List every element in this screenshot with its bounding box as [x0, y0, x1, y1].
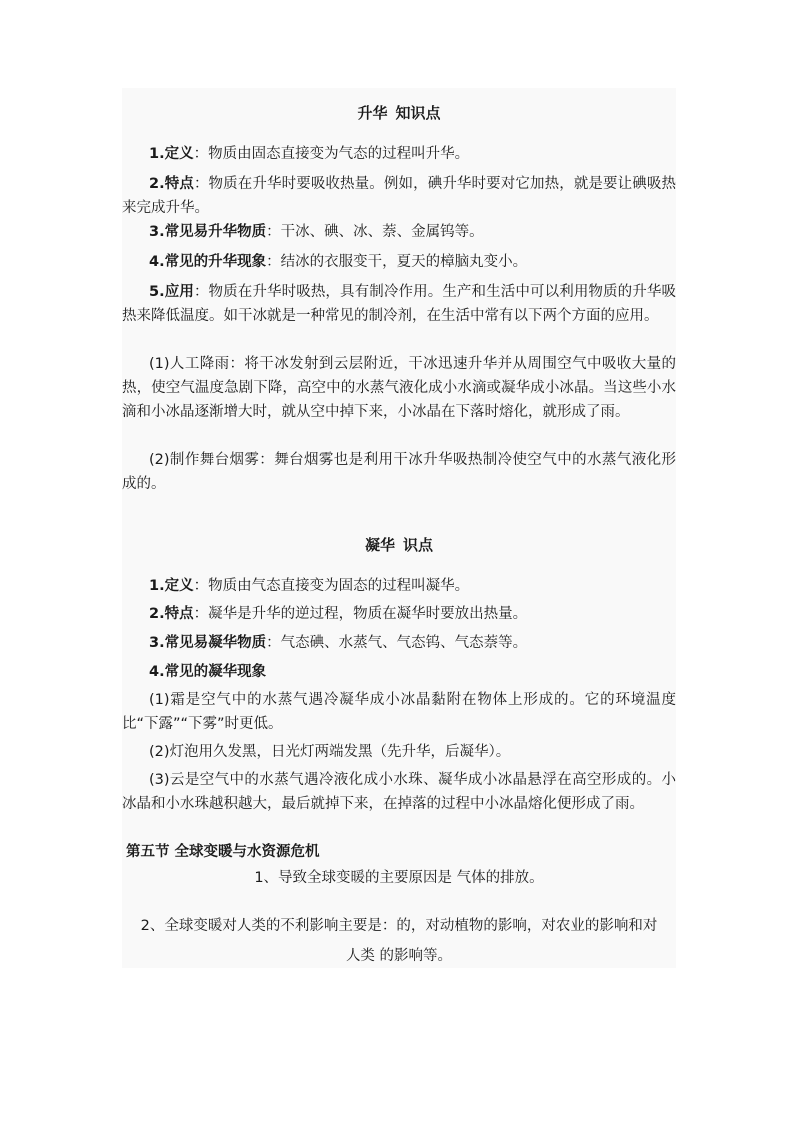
phenomena-label: 4.常见的凝华现象	[149, 664, 267, 680]
phenomena-text: ：结冰的衣服变干，夏天的樟脑丸变小。	[266, 254, 528, 270]
sublimation-phenomena	[122, 250, 676, 274]
deposition-feature	[122, 602, 676, 626]
deposition-clouds	[122, 768, 676, 816]
sublimation-definition	[122, 142, 676, 166]
application-label: 5.应用	[149, 284, 194, 300]
sublimation-application	[122, 280, 676, 328]
application-artificial-rain	[122, 352, 676, 424]
feature-label: 2.特点	[149, 176, 194, 192]
artificial-rain-text: (1)人工降雨：将干冰发射到云层附近，干冰迅速升华并从周围空气中吸收大量的热，使空气温度急剧下降，高空中的水蒸气液化成小水滴或凝华成小冰晶。当这些小水滴和小冰晶逐渐增大时，就从空中掉下来，小冰晶在下落时熔化，就形成了雨。	[122, 356, 676, 420]
section5-item-2b: 人类 的影响等。	[345, 948, 453, 964]
application-text: ：物质在升华时吸热，具有制冷作用。生产和生活中可以利用物质的升华吸热来降低温度。如干冰就是一种常见的制冷剂，在生活中常有以下两个方面的应用。	[122, 284, 676, 324]
definition-text: ：物质由固态直接变为气态的过程叫升华。	[193, 146, 470, 162]
deposition-title	[122, 534, 676, 555]
deposition-common-substances	[122, 631, 676, 655]
feature-text: ：物质在升华时要吸收热量。例如，碘升华时要对它加热，就是要让碘吸热来完成升华。	[122, 176, 676, 216]
sublimation-common-substances	[122, 220, 676, 244]
deposition-frost	[122, 688, 676, 736]
definition-label: 1.定义	[149, 146, 194, 162]
definition-label: 1.定义	[149, 578, 194, 594]
definition-text: ：物质由气态直接变为固态的过程叫凝华。	[193, 578, 470, 594]
common-substances-text: ：干冰、碘、冰、萘、金属钨等。	[266, 224, 484, 240]
stage-fog-text: (2)制作舞台烟雾：舞台烟雾也是利用干冰升华吸热制冷使空气中的水蒸气液化形成的。	[122, 452, 676, 492]
deposition-definition	[122, 574, 676, 598]
phenomena-label: 4.常见的升华现象	[149, 254, 267, 270]
sublimation-title-b: 知识点	[395, 104, 441, 122]
deposition-title-b: 识点	[403, 536, 434, 554]
section5-item-2a: 2、全球变暖对人类的不利影响主要是：的，对动植物的影响，对农业的影响和对	[140, 918, 658, 934]
section5-heading: 第五节 全球变暖与水资源危机	[126, 844, 320, 860]
deposition-title-a: 凝华	[364, 536, 395, 554]
common-substances-text: ：气态碘、水蒸气、气态钨、气态萘等。	[266, 635, 528, 651]
feature-label: 2.特点	[149, 606, 194, 622]
common-substances-label: 3.常见易凝华物质	[149, 635, 267, 651]
sublimation-title-a: 升华	[357, 104, 388, 122]
section5-item-1: 1、导致全球变暖的主要原因是 气体的排放。	[254, 870, 544, 886]
deposition-bulb	[122, 740, 676, 764]
frost-text: (1)霜是空气中的水蒸气遇冷凝华成小冰晶黏附在物体上形成的。它的环境温度比“下露”“下雾”时更低。	[122, 692, 676, 732]
clouds-text: (3)云是空气中的水蒸气遇冷液化成小水珠、凝华成小冰晶悬浮在高空形成的。小冰晶和小水珠越积越大，最后就掉下来，在掉落的过程中小冰晶熔化便形成了雨。	[122, 772, 676, 812]
common-substances-label: 3.常见易升华物质	[149, 224, 267, 240]
sublimation-title	[122, 102, 676, 123]
application-stage-fog	[122, 448, 676, 496]
deposition-phenomena-heading	[122, 660, 676, 684]
bulb-text: (2)灯泡用久发黑，日光灯两端发黑（先升华，后凝华）。	[149, 744, 511, 760]
sublimation-feature	[122, 172, 676, 220]
feature-text: ：凝华是升华的逆过程，物质在凝华时要放出热量。	[193, 606, 528, 622]
